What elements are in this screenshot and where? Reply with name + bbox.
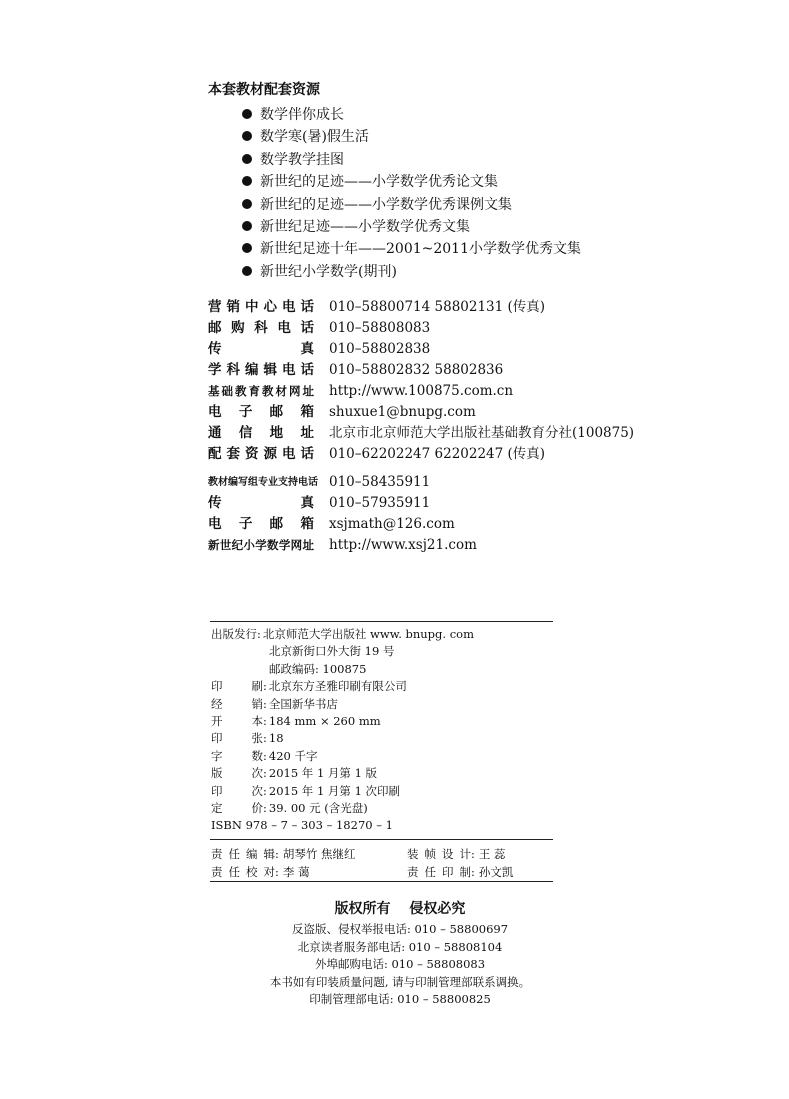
resource-item: 新世纪足迹——小学数学优秀文集 (242, 216, 581, 238)
resource-item: 数学寒(暑)假生活 (242, 126, 581, 148)
contact-value: 010–57935911 (329, 495, 431, 511)
resource-item: 数学伴你成长 (242, 104, 581, 126)
colophon-value: 18 (268, 731, 284, 746)
resource-item: 新世纪的足迹——小学数学优秀论文集 (242, 171, 581, 193)
resources-title: 本套教材配套资源 (208, 82, 320, 98)
bullet-icon (242, 199, 252, 209)
credits-row (211, 863, 603, 881)
colophon-value: 北京东方圣雅印刷有限公司 (268, 679, 407, 694)
contact-row (208, 514, 477, 535)
contact-table-main (208, 297, 634, 465)
resource-item: 新世纪小学数学(期刊) (242, 261, 581, 283)
contact-label: 传真 (208, 341, 314, 357)
colophon-label: 印张 (211, 731, 263, 746)
colophon-row: 定价 : 39. 00 元 (含光盘) (211, 800, 474, 817)
credits-row (211, 845, 603, 863)
website-link[interactable]: http://www.100875.com.cn (329, 383, 514, 399)
bullet-icon (242, 131, 252, 141)
resources-section (208, 80, 581, 283)
colophon-value: 184 mm × 260 mm (268, 713, 381, 728)
contact-label: 营销中心电话 (208, 299, 314, 315)
divider (210, 621, 553, 622)
colophon-row: 印张 : 18 (211, 730, 474, 747)
contact-row (208, 423, 634, 444)
colophon-label: 字数 (211, 748, 263, 763)
copyright-notice (180, 897, 620, 1009)
colophon-row: 开本 : 184 mm × 260 mm (211, 713, 474, 730)
bullet-icon (242, 154, 252, 164)
colophon-value: 邮政编码: 100875 (269, 661, 367, 676)
colophon-row: 经销 : 全国新华书店 (211, 696, 474, 713)
website-link[interactable]: http://www.xsj21.com (329, 537, 477, 553)
copyright-line: 本书如有印装质量问题, 请与印制管理部联系调换。 (269, 974, 531, 989)
contact-row (208, 444, 634, 465)
colophon-row: 印次 : 2015 年 1 月第 1 次印刷 (211, 783, 474, 800)
bullet-icon (242, 243, 252, 253)
colophon-label: 印刷 (211, 679, 263, 694)
copyright-line: 外埠邮购电话: 010 – 58808083 (314, 957, 486, 972)
copyright-heading: 版权所有 侵权必究 (334, 901, 466, 917)
colophon-value: 2015 年 1 月第 1 次印刷 (268, 783, 401, 798)
contact-label: 邮购科电话 (208, 320, 314, 336)
divider (210, 839, 553, 840)
email-link[interactable]: shuxue1@bnupg.com (329, 404, 476, 420)
credits (211, 845, 603, 881)
contact-label: 教材编写组专业支持电话 (208, 477, 318, 488)
colophon-row: 印刷 : 北京东方圣雅印刷有限公司 (211, 678, 474, 695)
colophon-value: 北京新街口外大街 19 号 (269, 644, 395, 659)
contact-label: 配套资源电话 (208, 446, 314, 462)
contact-row (208, 381, 634, 402)
colophon-value: 420 千字 (268, 748, 318, 763)
contact-value: 010–58808083 (329, 320, 431, 336)
colophon-label: 定价 (211, 800, 263, 815)
contact-value: 010–62202247 62202247 (传真) (329, 446, 546, 462)
colophon-label: 版次 (211, 766, 263, 781)
colophon-value: 北京师范大学出版社 www. bnupg. com (262, 627, 474, 641)
contact-label: 新世纪小学数学网址 (208, 538, 314, 552)
contact-row (208, 493, 477, 514)
contact-label: 电子邮箱 (208, 516, 314, 532)
colophon-label: 印次 (211, 783, 263, 798)
credit-proofreader: 责任校对 : 李 蔼 (211, 865, 310, 879)
credit-editor: 责任编辑 : 胡琴竹 焦继红 (211, 847, 356, 861)
credit-printing: 责任印制 : 孙文凯 (407, 865, 514, 879)
contact-row (208, 318, 634, 339)
contact-label: 学科编辑电话 (208, 362, 314, 378)
bullet-icon (242, 221, 252, 231)
colophon (211, 626, 474, 835)
resource-item: 新世纪的足迹——小学数学优秀课例文集 (242, 194, 581, 216)
copyright-line: 北京读者服务部电话: 010 – 58808104 (297, 939, 503, 954)
credit-designer: 装帧设计 : 王 蕊 (407, 847, 506, 861)
contact-row (208, 535, 477, 556)
colophon-label: 经销 (211, 696, 263, 711)
contact-row (208, 402, 634, 423)
bullet-icon (242, 176, 252, 186)
contact-value: 010–58435911 (329, 474, 431, 490)
divider (210, 881, 553, 882)
contact-label: 电子邮箱 (208, 404, 314, 420)
contact-row (208, 472, 477, 493)
bullet-icon (242, 109, 252, 119)
resource-item: 新世纪足迹十年——2001~2011小学数学优秀文集 (242, 238, 581, 260)
colophon-value: 2015 年 1 月第 1 版 (268, 766, 378, 781)
contact-label: 传真 (208, 495, 314, 511)
resources-list (208, 104, 581, 283)
copyright-line: 印制管理部电话: 010 – 58800825 (309, 992, 491, 1007)
resource-item: 数学教学挂图 (242, 149, 581, 171)
contact-row (208, 360, 634, 381)
colophon-row (211, 626, 474, 643)
colophon-row (211, 661, 474, 678)
bullet-icon (242, 266, 252, 276)
colophon-row: 字数 : 420 千字 (211, 748, 474, 765)
colophon-value: 39. 00 元 (含光盘) (268, 800, 368, 815)
contact-row (208, 297, 634, 318)
colophon-label: 出版发行: (211, 627, 261, 641)
colophon-row: 版次 : 2015 年 1 月第 1 版 (211, 765, 474, 782)
colophon-value: 全国新华书店 (268, 696, 338, 711)
contact-label: 基础教育教材网址 (208, 384, 314, 398)
contact-value: 010–58800714 58802131 (传真) (329, 299, 546, 315)
email-link[interactable]: xsjmath@126.com (329, 516, 455, 532)
contact-value: 010–58802838 (329, 341, 431, 357)
contact-label: 通信地址 (208, 425, 314, 441)
copyright-line: 反盗版、侵权举报电话: 010 – 58800697 (291, 922, 509, 936)
colophon-label: 开本 (211, 713, 263, 728)
contact-table-support (208, 472, 477, 556)
isbn: ISBN 978 – 7 – 303 – 18270 – 1 (211, 818, 393, 833)
contact-value: 010–58802832 58802836 (329, 362, 504, 378)
colophon-row (211, 643, 474, 660)
contact-value: 北京市北京师范大学出版社基础教育分社(100875) (329, 425, 635, 441)
contact-row (208, 339, 634, 360)
